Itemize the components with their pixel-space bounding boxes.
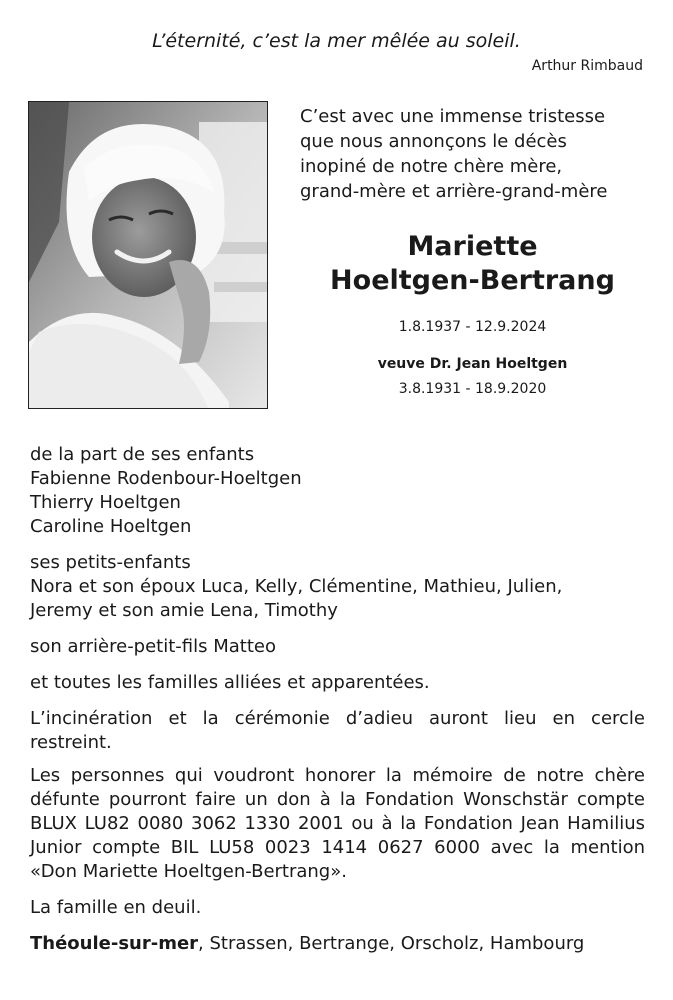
- relatives: et toutes les familles alliées et apparentées.: [30, 672, 430, 693]
- intro-line: que nous annonçons le décès: [300, 131, 567, 152]
- child-name: Caroline Hoeltgen: [30, 516, 192, 537]
- locations-line: [30, 932, 645, 956]
- intro-line: C’est avec une immense tristesse: [300, 106, 606, 127]
- notice-body: [30, 443, 645, 956]
- child-name: Thierry Hoeltgen: [30, 492, 181, 513]
- announcement-intro: [300, 104, 645, 204]
- epigraph-author: Arthur Rimbaud: [531, 58, 643, 74]
- intro-line: grand-mère et arrière-grand-mère: [300, 181, 608, 202]
- deceased-name: [300, 230, 645, 298]
- portrait-photo: [28, 101, 268, 409]
- child-name: Fabienne Rodenbour-Hoeltgen: [30, 468, 302, 489]
- epigraph-quote: L’éternité, c’est la mer mêlée au soleil.: [152, 30, 521, 52]
- spouse-dates: 3.8.1931 - 18.9.2020: [398, 381, 547, 397]
- children-intro: de la part de ses enfants: [30, 444, 255, 465]
- ceremony-notice: L’incinération et la cérémonie d’adieu auront lieu en cercle restreint.: [30, 708, 645, 753]
- primary-location: Théoule-sur-mer: [30, 933, 199, 954]
- grandchildren-line: Nora et son époux Luca, Kelly, Clémentine, Mathieu, Julien,: [30, 576, 563, 597]
- great-grandchild: son arrière-petit-fils Matteo: [30, 636, 276, 657]
- other-locations: , Strassen, Bertrange, Orscholz, Hambourg: [198, 933, 585, 954]
- deceased-first-name: Mariette: [407, 231, 538, 262]
- donation-notice: Les personnes qui voudront honorer la mémoire de notre chère défunte pourront faire un don à la Fondation Wonschstär compte BLUX LU82 0080 3062 1330 2001 ou à la Fondation Jean Hamilius Junior compte BIL LU58 0023 1414 0627 6000 avec la mention «Don Mariette Hoeltgen-Bertrang».: [30, 765, 645, 882]
- deceased-last-name: Hoeltgen-Bertrang: [330, 265, 615, 296]
- closing-line: La famille en deuil.: [30, 897, 202, 918]
- deceased-dates: 1.8.1937 - 12.9.2024: [398, 319, 547, 335]
- grandchildren-line: Jeremy et son amie Lena, Timothy: [30, 600, 338, 621]
- grandchildren-intro: ses petits-enfants: [30, 552, 191, 573]
- intro-line: inopiné de notre chère mère,: [300, 156, 563, 177]
- spouse-name: veuve Dr. Jean Hoeltgen: [377, 356, 568, 372]
